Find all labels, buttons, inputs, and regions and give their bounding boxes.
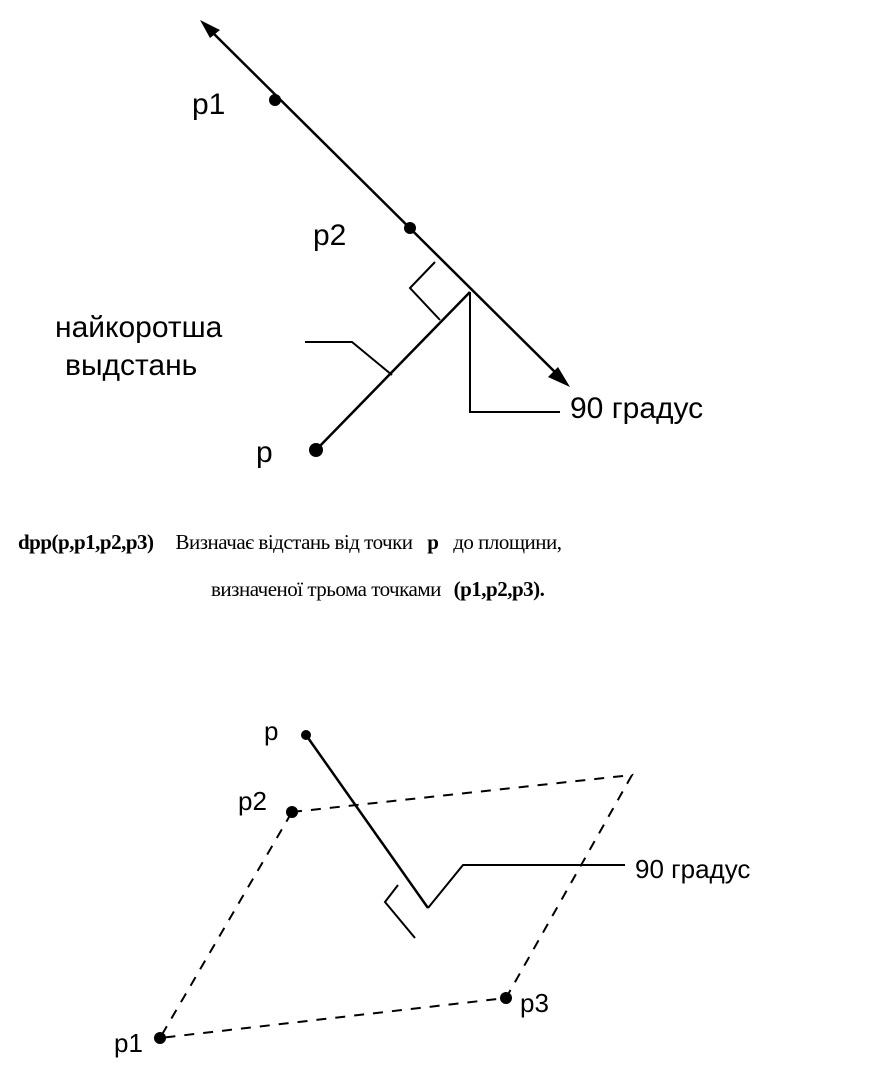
label-p2: p2 [238,786,267,816]
label-p1: p1 [114,1028,143,1058]
caption-text-1 [176,530,562,555]
figure-2 [114,716,750,1058]
caption-text-part3: визначеної трьома точками [211,577,441,601]
perpendicular-line [316,292,470,450]
label-shortest-line2: выдстань [65,349,198,382]
perpendicular-line [306,735,428,908]
right-angle-mark [385,885,415,938]
point-p1 [154,1032,166,1044]
caption-points: (p1,p2,p3). [453,577,545,601]
right-angle-mark [410,262,440,320]
point-p3 [500,992,512,1004]
caption-point: p [427,530,439,554]
label-angle: 90 градус [635,854,751,884]
figure-1 [55,20,703,469]
leader-angle [428,865,625,908]
function-name: dpp(p,p1,p2,p3) [18,530,154,554]
point-p1 [269,94,281,106]
line-p1-p2 [205,25,566,383]
caption [18,530,878,602]
leader-shortest [305,342,392,375]
caption-line-2 [211,577,878,602]
leader-angle [470,292,560,412]
label-p: p [264,716,279,746]
caption-text-part2: до площини, [453,530,562,554]
point-p2 [404,222,416,234]
caption-line-1 [18,530,878,555]
caption-text-part1: Визначає відстань від точки [175,530,413,554]
label-p3: p3 [520,988,549,1018]
point-p2 [286,806,298,818]
label-p: p [256,436,273,469]
label-p1: p1 [192,88,226,121]
plane-outline [160,775,632,1038]
label-shortest-line1: найкоротша [55,311,223,344]
label-angle: 90 градус [570,392,704,425]
label-p2: p2 [313,219,347,252]
